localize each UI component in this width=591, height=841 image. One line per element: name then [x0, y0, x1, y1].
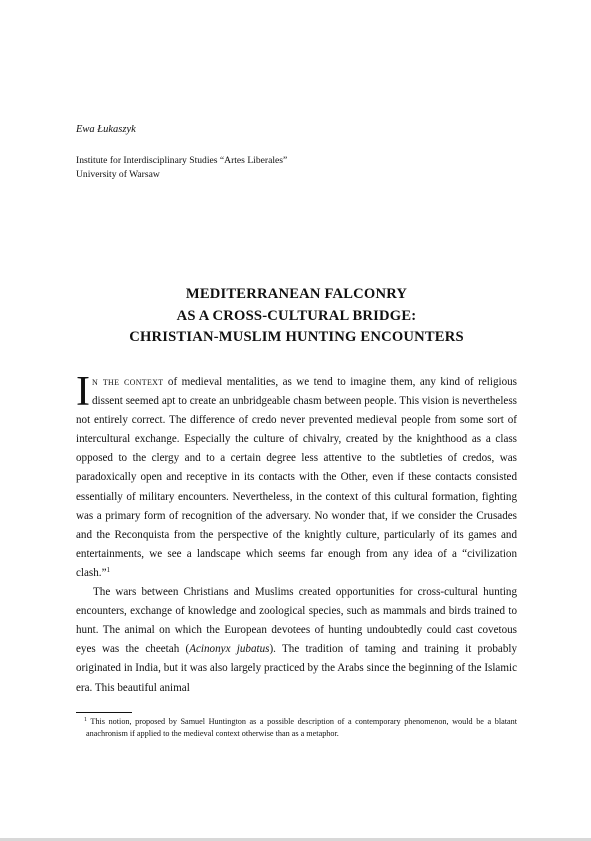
- footnote-number: 1: [84, 717, 87, 723]
- title-line-2: AS A CROSS-CULTURAL BRIDGE:: [176, 307, 417, 324]
- affiliation-line-institute: Institute for Interdisciplinary Studies “Artes Liberales”: [76, 155, 288, 166]
- title-line-1: MEDITERRANEAN FALCONRY: [185, 286, 408, 302]
- paragraph-1: [76, 369, 517, 583]
- paragraph-1-text: of medieval mentalities, as we tend to imagine them, any kind of religious dissent seemed apt to create an unbridgeable chasm between people. This vision is nevertheless not entirely correct. The difference of credo never prevented medieval people from some sort of intercultural exchange. Especially the culture of chivalry, created by the knighthood as a class opposed to the clergy and to a certain degree less attentive to the subtleties of credos, was paradoxically open and receptive in its contacts with the Other, even if these contacts consisted essentially of military encounters. Nevertheless, in the context of this cultural formation, fighting was a primary form of recognition of the adversary. No wonder that, if we consider the Crusades and the Reconquista from the perspective of the knightly culture, particularly of its games and entertainments, we see a landscape which seems far enough from any idea of a “civilization clash.”: [76, 376, 517, 579]
- small-caps-lead: n the context: [92, 376, 164, 388]
- drop-cap: I: [76, 369, 90, 415]
- footnote: [76, 716, 517, 740]
- species-name: Acinonyx jubatus: [189, 643, 270, 656]
- body-text: [76, 369, 517, 698]
- footnote-reference[interactable]: 1: [106, 565, 110, 574]
- affiliation: [76, 154, 287, 182]
- author-name: Ewa Łukaszyk: [76, 124, 136, 135]
- paragraph-2-text-before: The wars between Christians and Muslims created opportunities for cross-cultural hunting encounters, exchange of knowledge and zoological species, such as mammals and birds trained to hunt. The animal on which the European devotees of hunting undoubtedly could cast covetous eyes was the cheetah (: [76, 586, 517, 656]
- paragraph-2: [76, 583, 517, 698]
- article-title: [76, 284, 517, 349]
- affiliation-line-university: University of Warsaw: [76, 169, 160, 180]
- footnote-text: This notion, proposed by Samuel Huntington as a possible description of a contemporary phenomenon, would be a blatant anachronism if applied to the medieval context otherwise than as a metaphor.: [86, 717, 517, 738]
- title-line-3: CHRISTIAN-MUSLIM HUNTING ENCOUNTERS: [129, 329, 464, 345]
- paragraph-2-text-after: ). The tradition of taming and training it probably originated in India, but it was also largely practiced by the Arabs since the beginning of the Islamic era. This beautiful animal: [76, 643, 517, 694]
- footnote-separator: [76, 712, 132, 713]
